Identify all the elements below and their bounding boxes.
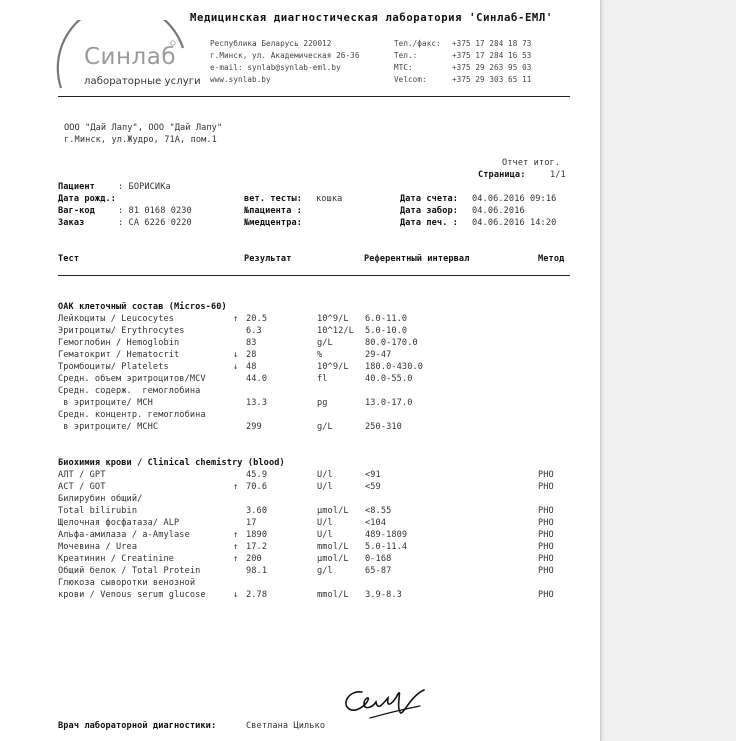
test-name: Total bilirubin	[58, 506, 138, 516]
lab-title: Медицинская диагностическая лаборатория 'Синлаб-ЕМЛ'	[190, 12, 553, 24]
phone-label-mts: МТС:	[394, 63, 413, 72]
invoice-date-value: 04.06.2016 09:16	[472, 194, 557, 204]
column-test: Тест	[58, 254, 80, 264]
result-unit: µmol/L	[317, 554, 349, 564]
barcode-value: : 81 0168 0230	[118, 206, 192, 216]
result-flag: ↑	[233, 542, 239, 552]
result-unit: mmol/L	[317, 590, 349, 600]
result-unit: U/l	[317, 530, 333, 540]
result-unit: g/L	[317, 422, 333, 432]
doctor-name: Светлана Цилько	[246, 721, 326, 731]
test-name: Глюкоза сыворотки венозной	[58, 578, 196, 588]
test-name: крови / Venous serum glucose	[58, 590, 206, 600]
reference-interval: 80.0-170.0	[365, 338, 418, 348]
result-value: 13.3	[246, 398, 268, 408]
method: PHO	[538, 518, 554, 528]
order-value: : CA 6226 0220	[118, 218, 192, 228]
result-unit: U/l	[317, 518, 333, 528]
test-name: Гемоглобин / Hemoglobin	[58, 338, 180, 348]
result-flag: ↑	[233, 554, 239, 564]
test-name: Эритроциты/ Erythrocytes	[58, 326, 185, 336]
test-name: в эритроците/ MCHC	[58, 422, 159, 432]
test-name: АЛТ / GPT	[58, 470, 106, 480]
patient-value: : БОРИСИКа	[118, 182, 171, 192]
lab-address-1: Республика Беларусь 220012	[210, 39, 332, 48]
result-unit: fl	[317, 374, 328, 384]
med-center-label: №медцентра:	[244, 218, 303, 228]
test-name: Средн. концентр. гемоглобина	[58, 410, 206, 420]
client-address: г.Минск, ул.Жудро, 71А, пом.1	[64, 135, 217, 145]
lab-address-2: г.Минск, ул. Академическая 26-36	[210, 51, 360, 60]
result-value: 20.5	[246, 314, 268, 324]
client-name: ООО "Дай Лапу", ООО "Дай Лапу"	[64, 123, 223, 133]
result-value: 3.60	[246, 506, 268, 516]
reference-interval: <59	[365, 482, 381, 492]
section-title: Биохимия крови / Clinical chemistry (blood)	[58, 458, 285, 468]
result-flag: ↑	[233, 314, 239, 324]
reference-interval: 0-168	[365, 554, 392, 564]
column-reference: Референтный интервал	[364, 254, 470, 264]
lab-website: www.synlab.by	[210, 75, 271, 84]
result-value: 6.3	[246, 326, 262, 336]
reference-interval: 29-47	[365, 350, 392, 360]
method: PHO	[538, 554, 554, 564]
section-title: ОАК клеточный состав (Micros-60)	[58, 302, 227, 312]
logo-name: Синлаб	[84, 44, 177, 70]
result-unit: 10^9/L	[317, 362, 349, 372]
reference-interval: 5.0-10.0	[365, 326, 408, 336]
phone-value-velcom: +375 29 303 65 11	[452, 75, 532, 84]
phone-label-velcom: Velcom:	[394, 75, 427, 84]
reference-interval: 5.0-11.4	[365, 542, 408, 552]
reference-interval: 3.9-8.3	[365, 590, 402, 600]
print-date-label: Дата печ. :	[400, 218, 459, 228]
column-method: Метод	[538, 254, 565, 264]
test-name: Средн. содерж. гемоглобина	[58, 386, 201, 396]
test-name: Билирубин общий/	[58, 494, 143, 504]
result-flag: ↓	[233, 350, 239, 360]
result-value: 299	[246, 422, 262, 432]
page-value: 1/1	[550, 170, 566, 180]
test-name: АСТ / GOT	[58, 482, 106, 492]
result-flag: ↓	[233, 362, 239, 372]
report-type: Отчет итог.	[502, 158, 561, 168]
result-unit: µmol/L	[317, 506, 349, 516]
doctor-label: Врач лабораторной диагностики:	[58, 721, 217, 731]
result-value: 48	[246, 362, 257, 372]
page-label: Страница:	[478, 170, 526, 180]
test-name: Общий белок / Total Protein	[58, 566, 201, 576]
reference-interval: 65-87	[365, 566, 392, 576]
result-unit: 10^12/L	[317, 326, 354, 336]
method: PHO	[538, 542, 554, 552]
order-label: Заказ	[58, 218, 85, 228]
result-value: 28	[246, 350, 257, 360]
sample-date-value: 04.06.2016	[472, 206, 525, 216]
result-value: 70.6	[246, 482, 268, 492]
result-unit: U/l	[317, 470, 333, 480]
result-unit: U/l	[317, 482, 333, 492]
test-name: Средн. объем эритроцитов/MCV	[58, 374, 206, 384]
test-name: в эритроците/ MCH	[58, 398, 153, 408]
result-value: 1890	[246, 530, 268, 540]
result-value: 83	[246, 338, 257, 348]
result-unit: mmol/L	[317, 542, 349, 552]
phone-label-tel: Тел.:	[394, 51, 418, 60]
sample-date-label: Дата забор:	[400, 206, 459, 216]
test-name: Гематокрит / Hematocrit	[58, 350, 180, 360]
result-flag: ↓	[233, 590, 239, 600]
method: PHO	[538, 506, 554, 516]
patient-id-label: №пациента :	[244, 206, 303, 216]
result-value: 45.9	[246, 470, 268, 480]
vet-tests-label: вет. тесты:	[244, 194, 303, 204]
result-flag: ↑	[233, 482, 239, 492]
patient-label: Пациент	[58, 182, 95, 192]
reference-interval: 40.0-55.0	[365, 374, 413, 384]
print-date-value: 04.06.2016 14:20	[472, 218, 557, 228]
result-value: 200	[246, 554, 262, 564]
result-value: 17.2	[246, 542, 268, 552]
test-name: Лейкоциты / Leucocytes	[58, 314, 175, 324]
method: PHO	[538, 470, 554, 480]
method: PHO	[538, 482, 554, 492]
result-value: 98.1	[246, 566, 268, 576]
test-name: Альфа-амилаза / a-Amylase	[58, 530, 190, 540]
barcode-label: Ваг-код	[58, 206, 95, 216]
invoice-date-label: Дата счета:	[400, 194, 459, 204]
reference-interval: 13.0-17.0	[365, 398, 413, 408]
result-value: 17	[246, 518, 257, 528]
reference-interval: 180.0-430.0	[365, 362, 424, 372]
lab-email: e-mail: synlab@synlab-eml.by	[210, 63, 341, 72]
header-divider	[58, 96, 570, 97]
vet-tests-value: кошка	[316, 194, 343, 204]
test-name: Тромбоциты/ Platelets	[58, 362, 169, 372]
reference-interval: <8.55	[365, 506, 392, 516]
phone-value-mts: +375 29 263 95 03	[452, 63, 532, 72]
test-name: Щелочная фосфатаза/ ALP	[58, 518, 180, 528]
result-unit: g/L	[317, 338, 333, 348]
result-value: 44.0	[246, 374, 268, 384]
result-unit: g/l	[317, 566, 333, 576]
method: PHO	[538, 590, 554, 600]
logo-subtitle: лабораторные услуги	[84, 76, 201, 87]
reference-interval: 250-310	[365, 422, 402, 432]
reference-interval: <104	[365, 518, 387, 528]
method: PHO	[538, 566, 554, 576]
test-name: Мочевина / Urea	[58, 542, 138, 552]
dob-label: Дата рожд.:	[58, 194, 117, 204]
result-unit: pg	[317, 398, 328, 408]
reference-interval: 489-1809	[365, 530, 408, 540]
method: PHO	[538, 530, 554, 540]
doctor-signature	[340, 684, 430, 728]
reference-interval: 6.0-11.0	[365, 314, 408, 324]
result-flag: ↑	[233, 530, 239, 540]
column-header-divider	[58, 275, 570, 276]
result-unit: %	[317, 350, 323, 360]
test-name: Креатинин / Creatinine	[58, 554, 175, 564]
reference-interval: <91	[365, 470, 381, 480]
phone-label-fax: Тел./факс:	[394, 39, 441, 48]
column-result: Результат	[244, 254, 292, 264]
phone-value-fax: +375 17 284 18 73	[452, 39, 532, 48]
result-value: 2.78	[246, 590, 268, 600]
phone-value-tel: +375 17 284 16 53	[452, 51, 532, 60]
result-unit: 10^9/L	[317, 314, 349, 324]
